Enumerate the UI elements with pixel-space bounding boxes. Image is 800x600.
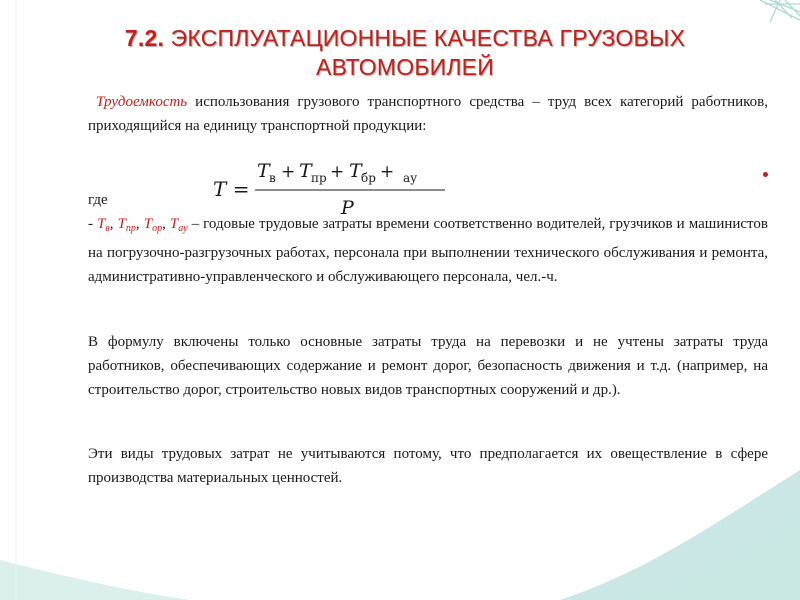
paragraph-2-text: В формулу включены только основные затраты труда на перевозки и не учтены затраты труда работников, обеспечивающих содержание и ремонт дорог, безопасность движения и т.д. (например, на строительство дорог, строительство новых видов транспортных сооружений и др.). (88, 334, 768, 398)
var-t-v: $T_в$ (97, 216, 110, 234)
svg-text:+: + (380, 162, 395, 182)
svg-text:T: T (299, 160, 312, 182)
paragraph-2 (88, 330, 768, 402)
top-right-corner-lines (760, 0, 800, 22)
svg-text:T: T (349, 160, 362, 182)
var-sep: , (135, 216, 144, 232)
where-label: где (88, 192, 108, 208)
section-number: 7.2. (124, 25, 165, 51)
var-t-or: $T_{ор}$ (143, 216, 163, 234)
variables-dash: - (88, 216, 93, 232)
formula-numerator (257, 160, 417, 185)
var-t-au: $T_{ау}$ (169, 216, 188, 234)
svg-text:T: T (257, 160, 270, 182)
svg-text:ау: ау (403, 171, 418, 185)
var-t-pr: $T_{пр}$ (117, 216, 136, 234)
paragraph-3 (88, 442, 768, 490)
definition-paragraph (88, 90, 768, 138)
formula-comma-mark (763, 172, 768, 177)
paragraph-3-text: Эти виды трудовых затрат не учитываются потому, что предполагается их овеществление в сфере производства материальных ценностей. (88, 446, 768, 486)
var-sep: , (109, 216, 118, 232)
svg-text:+: + (330, 162, 345, 182)
definition-text: использования грузового транспортного средства – труд всех категорий работников, приходящийся на единицу транспортной продукции: (88, 94, 768, 134)
variables-paragraph (88, 212, 768, 289)
svg-text:+: + (281, 162, 296, 182)
page-title (60, 24, 750, 82)
formula-denominator: P (341, 197, 354, 219)
svg-text:в: в (269, 171, 276, 185)
section-title-text: ЭКСПЛУАТАЦИОННЫЕ КАЧЕСТВА ГРУЗОВЫХ АВТОМОБИЛЕЙ (170, 25, 686, 80)
bottom-left-teal-curve (0, 560, 190, 600)
svg-text:пр: пр (311, 171, 327, 185)
definition-term: Трудоемкость (96, 94, 188, 110)
var-sep: , (162, 216, 170, 232)
svg-text:бр: бр (361, 171, 376, 185)
formula-lhs: T = (213, 177, 250, 201)
variables-description: – годовые трудовые затраты времени соответственно водителей, грузчиков и машинистов на погрузочно-разгрузочных работах, персонала при выполнении технического обслуживания и ремонта, административно-управленческого и обслуживающего персонала, чел.-ч. (88, 216, 768, 285)
